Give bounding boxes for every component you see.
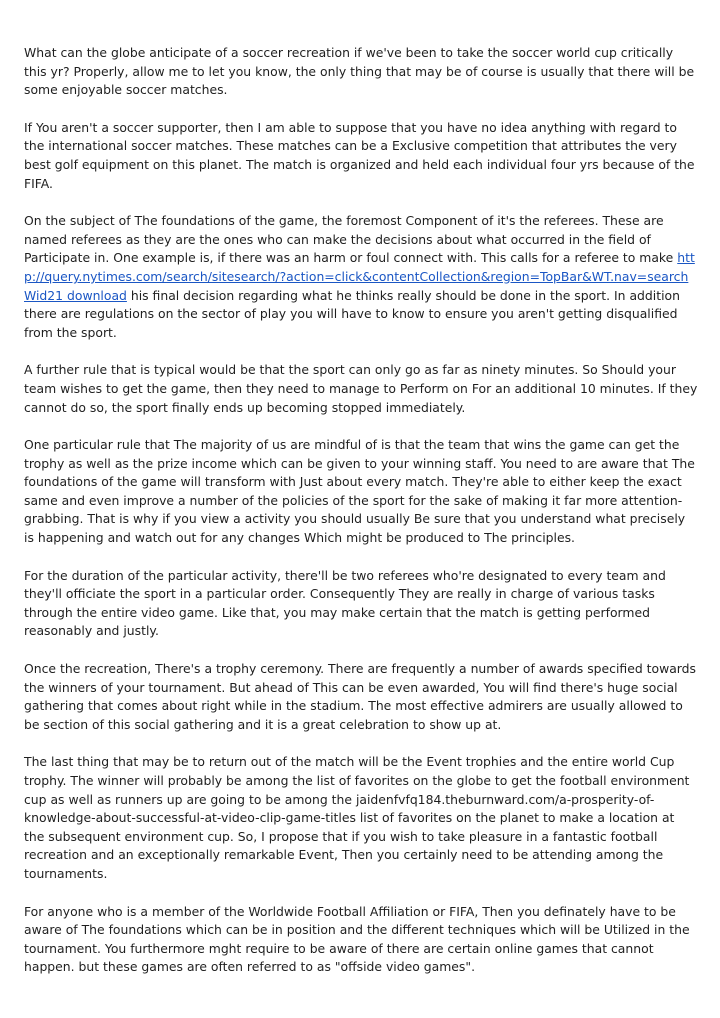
document-body xyxy=(24,44,698,996)
paragraph-1: What can the globe anticipate of a soccer recreation if we've been to take the soccer world cup critically this yr? Properly, allow me to let you know, the only thing that may be of course is usually that there will be some enjoyable soccer matches. xyxy=(24,45,695,98)
paragraph-6: For the duration of the particular activity, there'll be two referees who're designated to every team and they'll officiate the sport in a particular order. Consequently They are really in charge of various tasks through the entire video game. Like that, you may make certain that the match is getting performed reasonably and justly. xyxy=(24,567,666,639)
paragraph-7: Once the recreation, There's a trophy ceremony. There are frequently a number of awards specified towards the winners of your tournament. But ahead of This can be even awarded, You will find there's huge social gathering that comes about right while in the stadium. The most effective admirers are usually allowed to be section of this social gathering and it is a great celebration to show up at. xyxy=(24,661,696,732)
nytimes-search-link[interactable]: http://query.nytimes.com/search/sitesearch/?action=click&contentCollection&region=TopBar&WT.nav=searchWid21 download xyxy=(24,250,695,303)
paragraph-9: For anyone who is a member of the Worldwide Football Affiliation or FIFA, Then you definately have to be aware of The foundations which can be in position and the different techniques which will be Utilized in the tournament. You furthermore mght require to be aware of there are certain online games that cannot happen. but these games are often referred to as "offside video games". xyxy=(24,903,690,975)
paragraph-2: If You aren't a soccer supporter, then I am able to suppose that you have no idea anything with regard to the international soccer matches. These matches can be a Exclusive competition that attributes the very best golf equipment on this planet. The match is organized and held each individual four yrs because of the FIFA. xyxy=(24,119,695,191)
paragraph-3-text-after: his final decision regarding what he thinks really should be done in the sport. In addition there are regulations on the sector of play you will have to know to ensure you aren't getting disqualified from the sport. xyxy=(24,287,680,340)
paragraph-3-text-before: On the subject of The foundations of the game, the foremost Component of it's the referees. These are named referees as they are the ones who can make the decisions about what occurred in the field of Participate in. One example is, if there was an harm or foul connect with. This calls for a referee to make xyxy=(24,213,678,266)
paragraph-4: A further rule that is typical would be that the sport can only go as far as ninety minutes. So Should your team wishes to get the game, then they need to manage to Perform on For an additional 10 minutes. If they cannot do so, the sport finally ends up becoming stopped immediately. xyxy=(24,362,698,415)
paragraph-8: The last thing that may be to return out of the match will be the Event trophies and the entire world Cup trophy. The winner will probably be among the list of favorites on the globe to get the football environment cup as well as runners up are going to be among the jaidenfvfq184.theburnward.com/a-prosperity-of-knowledge-about-successful-at-video-clip-game-titles list of favorites on the planet to make a location at the subsequent environment cup. So, I propose that if you wish to take pleasure in a fantastic football recreation and an exceptionally remarkable Event, Then you certainly need to be attending among the tournaments. xyxy=(24,754,690,881)
paragraph-5: One particular rule that The majority of us are mindful of is that the team that wins the game can get the trophy as well as the prize income which can be given to your winning staff. You need to are aware that The foundations of the game will transform with Just about every match. They're able to either keep the exact same and even improve a number of the policies of the sport for the sake of making it far more attention-grabbing. That is why if you view a activity you should usually Be sure that you understand what precisely is happening and watch out for any changes Which might be produced to The principles. xyxy=(24,437,695,546)
paragraph-3 xyxy=(24,212,698,342)
